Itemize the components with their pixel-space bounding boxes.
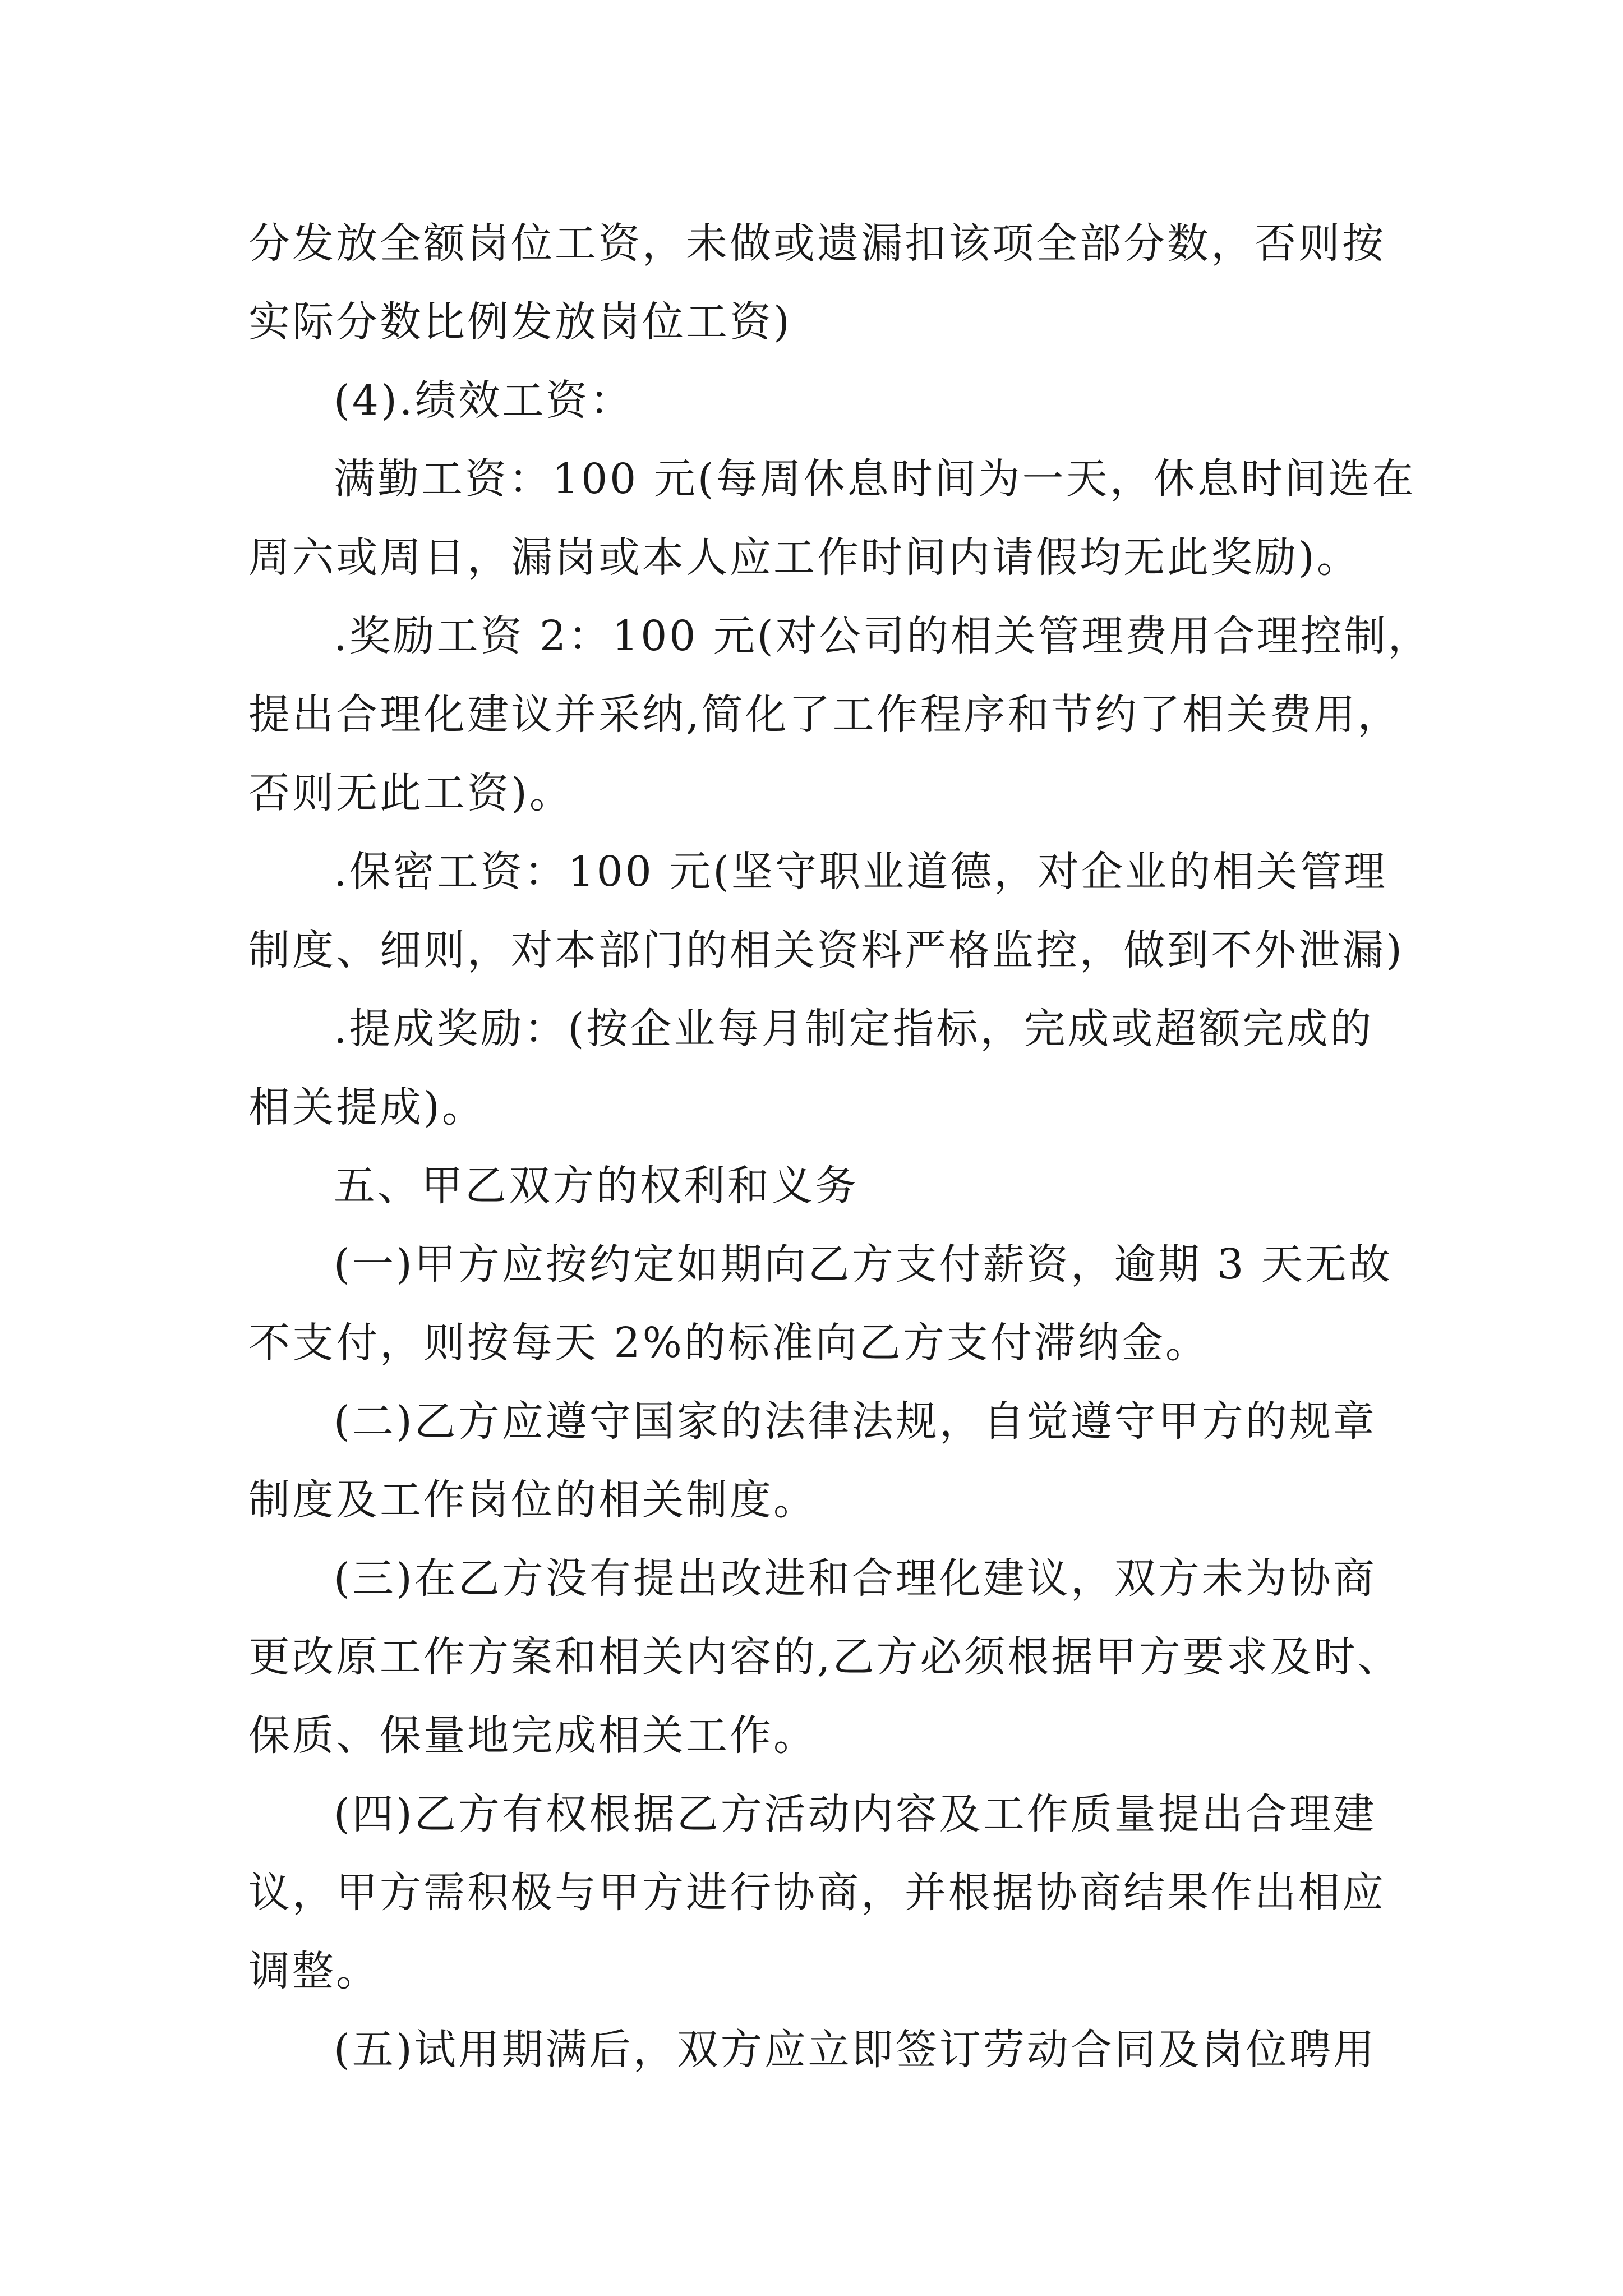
text-line: 调整。 (248, 1947, 380, 1995)
text-line: (三)在乙方没有提出改进和合理化建议，双方未为协商 (334, 1554, 1377, 1603)
text-line: (四)乙方有权根据乙方活动内容及工作质量提出合理建 (334, 1790, 1377, 1838)
text-line: 周六或周日，漏岗或本人应工作时间内请假均无此奖励)。 (248, 533, 1361, 582)
text-line: 分发放全额岗位工资，未做或遗漏扣该项全部分数，否则按 (248, 219, 1386, 268)
text-line: 制度及工作岗位的相关制度。 (248, 1476, 817, 1524)
section-heading: 五、甲乙双方的权利和义务 (334, 1162, 859, 1210)
text-line: 提出合理化建议并采纳,简化了工作程序和节约了相关费用， (248, 691, 1401, 739)
text-line: .提成奖励：(按企业每月制定指标，完成或超额完成的 (334, 1005, 1374, 1053)
text-line: 实际分数比例发放岗位工资) (248, 298, 792, 346)
text-line: .保密工资：100 元(坚守职业道德，对企业的相关管理 (334, 848, 1388, 896)
text-line: (五)试用期满后，双方应立即签订劳动合同及岗位聘用 (334, 2026, 1377, 2074)
text-line: 不支付，则按每天 2%的标准向乙方支付滞纳金。 (248, 1319, 1209, 1367)
text-line: 否则无此工资)。 (248, 769, 573, 817)
text-line: 满勤工资：100 元(每周休息时间为一天，休息时间选在 (334, 455, 1416, 503)
text-line: (二)乙方应遵守国家的法律法规，自觉遵守甲方的规章 (334, 1397, 1377, 1446)
text-line: (一)甲方应按约定如期向乙方支付薪资，逾期 3 天无故 (334, 1240, 1393, 1289)
text-line: (4).绩效工资： (334, 376, 634, 425)
text-line: 制度、细则，对本部门的相关资料严格监控，做到不外泄漏) (248, 926, 1404, 974)
text-line: .奖励工资 2：100 元(对公司的相关管理费用合理控制， (334, 612, 1432, 660)
text-line: 保质、保量地完成相关工作。 (248, 1711, 817, 1760)
text-line: 相关提成)。 (248, 1083, 486, 1131)
text-line: 议，甲方需积极与甲方进行协商，并根据协商结果作出相应 (248, 1869, 1386, 1917)
text-line: 更改原工作方案和相关内容的,乙方必须根据甲方要求及时、 (248, 1633, 1401, 1681)
